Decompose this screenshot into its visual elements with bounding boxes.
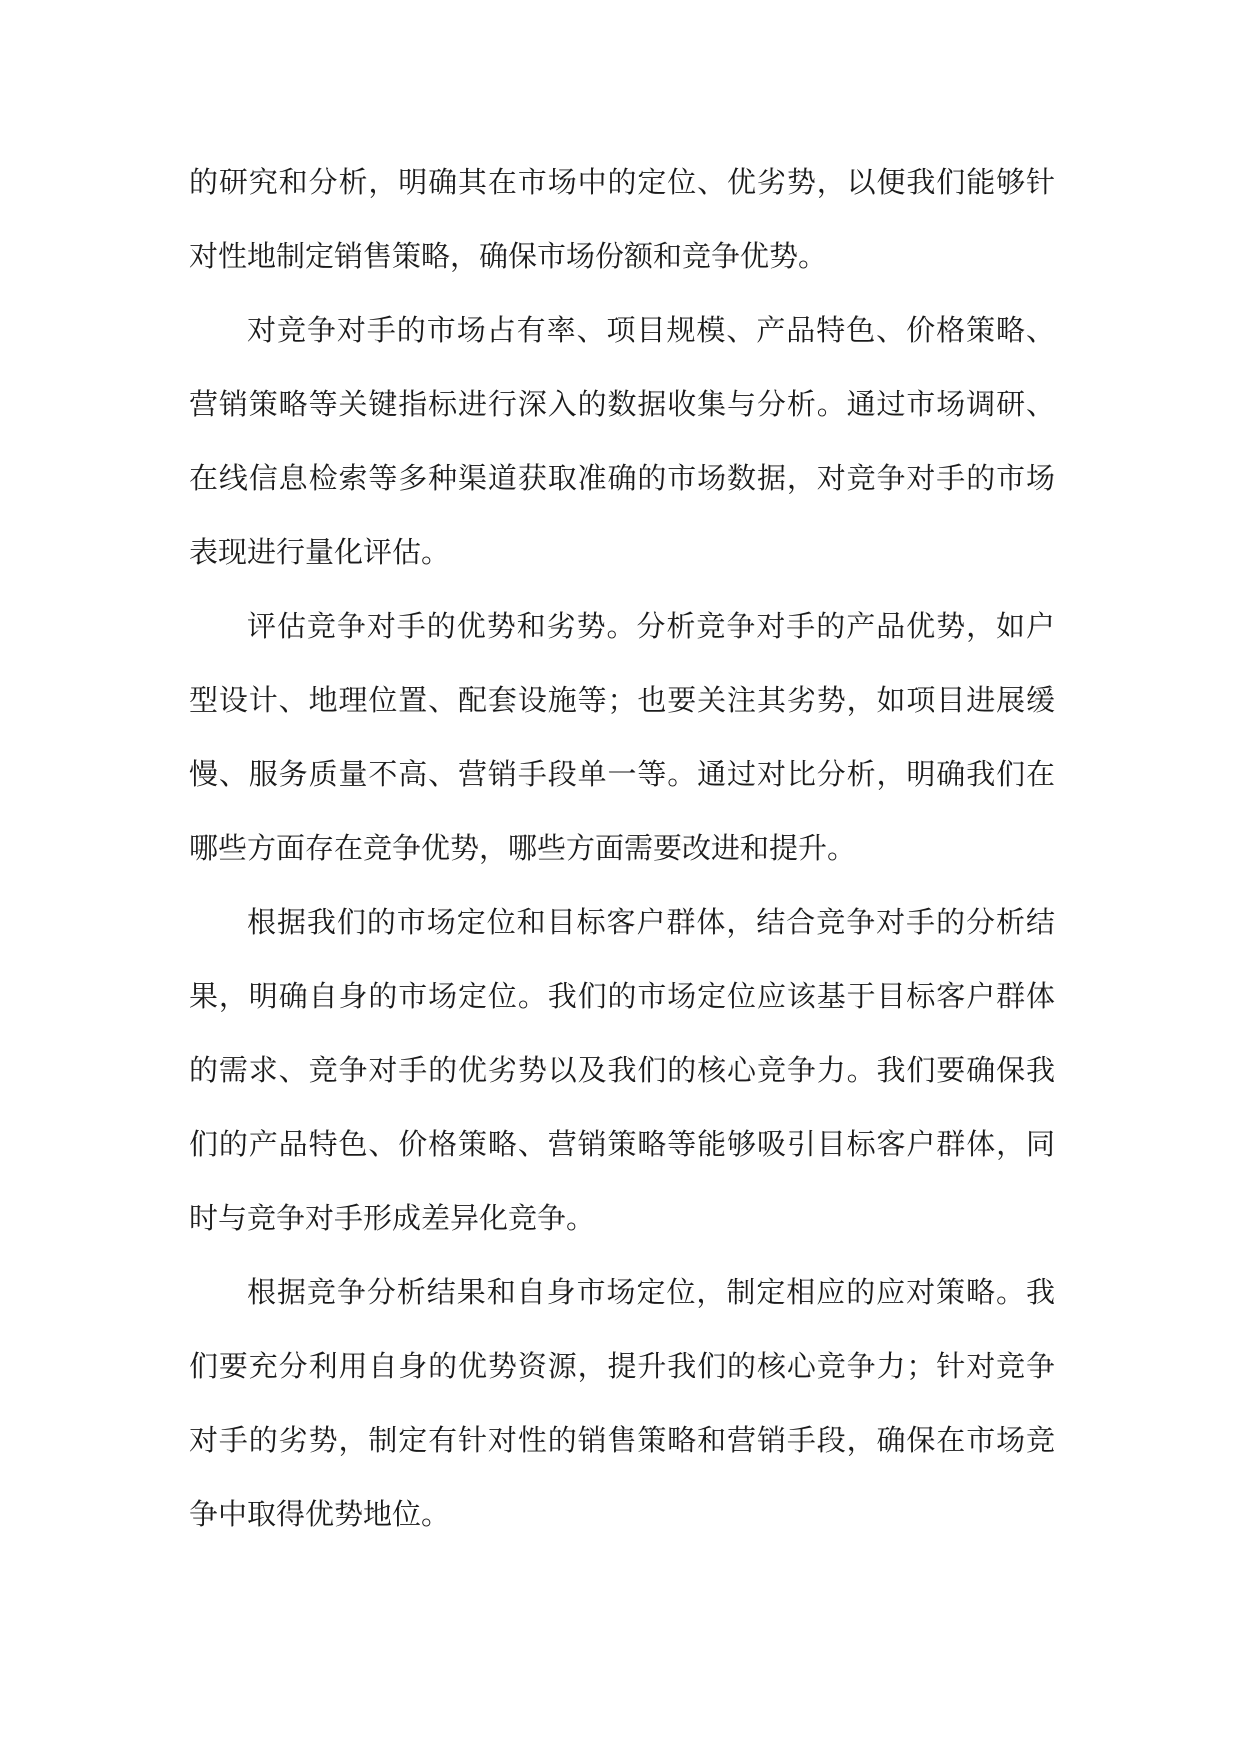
paragraph-5: 根据竞争分析结果和自身市场定位，制定相应的应对策略。我们要充分利用自身的优势资源，提升我们的核心竞争力；针对竞争对手的劣势，制定有针对性的销售策略和营销手段，确保在市场竞争中取得优势地位。 xyxy=(189,1275,1055,1531)
paragraph-3: 评估竞争对手的优势和劣势。分析竞争对手的产品优势，如户型设计、地理位置、配套设施等；也要关注其劣势，如项目进展缓慢、服务质量不高、营销手段单一等。通过对比分析，明确我们在哪些方面存在竞争优势，哪些方面需要改进和提升。 xyxy=(189,609,1055,865)
paragraph-1: 的研究和分析，明确其在市场中的定位、优劣势，以便我们能够针对性地制定销售策略，确保市场份额和竞争优势。 xyxy=(189,165,1055,273)
paragraph-2: 对竞争对手的市场占有率、项目规模、产品特色、价格策略、营销策略等关键指标进行深入的数据收集与分析。通过市场调研、在线信息检索等多种渠道获取准确的市场数据，对竞争对手的市场表现进行量化评估。 xyxy=(189,313,1055,569)
document-body xyxy=(189,145,1055,1551)
paragraph-4: 根据我们的市场定位和目标客户群体，结合竞争对手的分析结果，明确自身的市场定位。我们的市场定位应该基于目标客户群体的需求、竞争对手的优劣势以及我们的核心竞争力。我们要确保我们的产品特色、价格策略、营销策略等能够吸引目标客户群体，同时与竞争对手形成差异化竞争。 xyxy=(189,905,1055,1235)
